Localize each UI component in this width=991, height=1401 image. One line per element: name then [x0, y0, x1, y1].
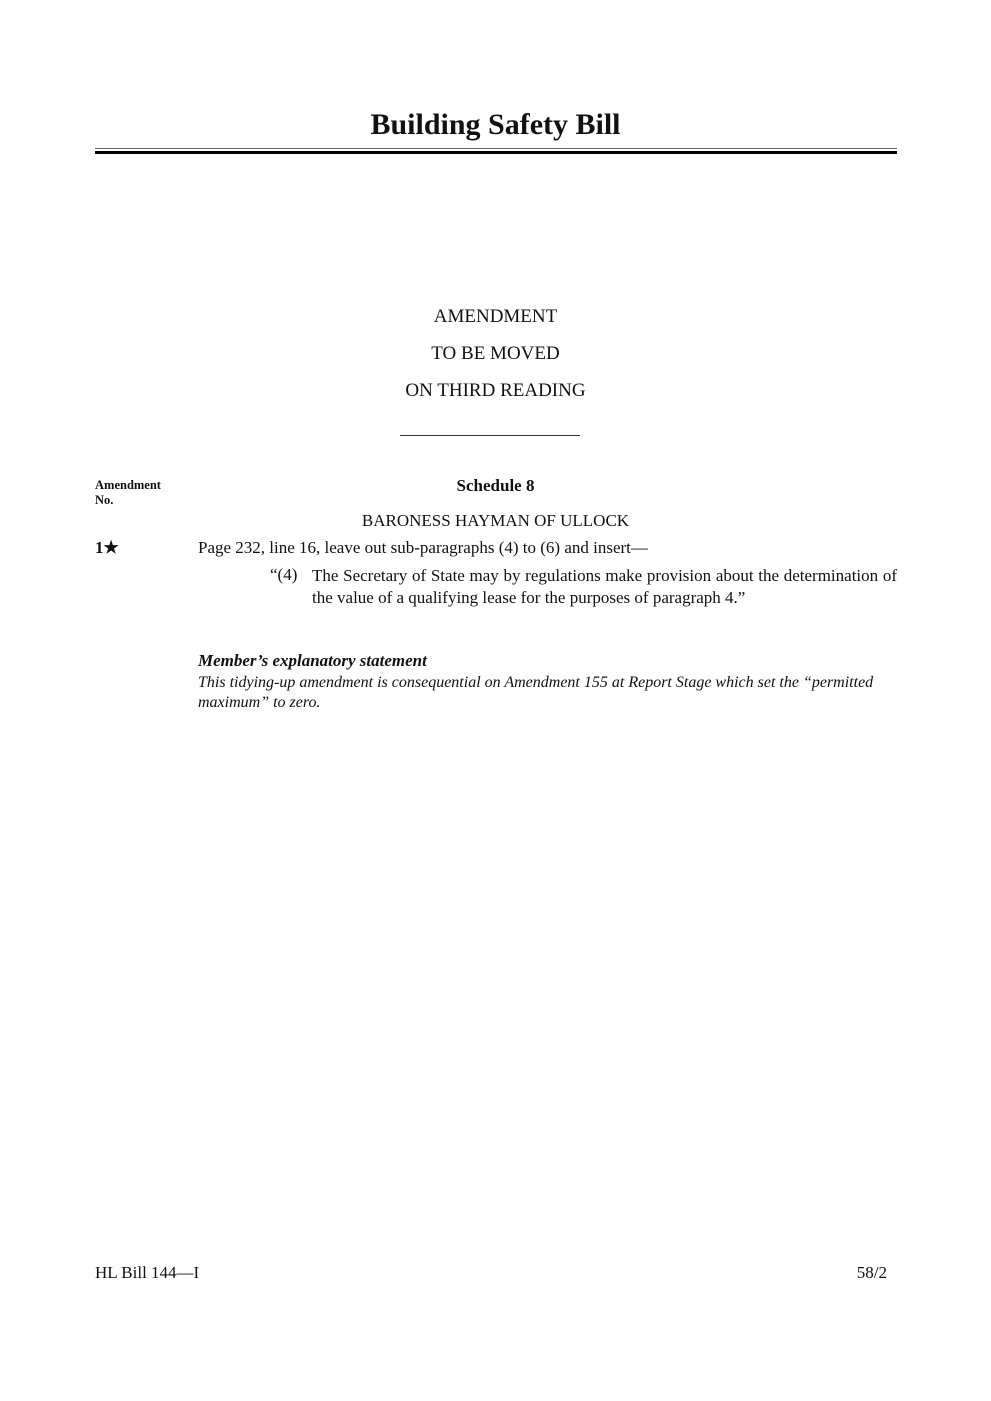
amendment-instruction: Page 232, line 16, leave out sub-paragraphs (4) to (6) and insert— — [198, 538, 648, 557]
section-divider — [400, 435, 580, 436]
inserted-text: The Secretary of State may by regulations make provision about the determination of the value of a qualifying lease for the purposes of paragraph 4.” — [312, 566, 897, 607]
inserted-subparagraph-number: “(4) — [270, 565, 298, 584]
amendment-number: 1★ — [95, 538, 119, 557]
label-line-2: No. — [95, 493, 114, 507]
title-rule-thick — [95, 151, 897, 154]
member-name: BARONESS HAYMAN OF ULLOCK — [361, 511, 630, 530]
statement-heading: Member’s explanatory statement — [198, 651, 427, 670]
document-title: Building Safety Bill — [370, 108, 621, 141]
heading-reading: ON THIRD READING — [405, 380, 586, 401]
title-rule-thin — [95, 148, 897, 149]
schedule-heading: Schedule 8 — [456, 476, 535, 495]
statement-text: This tidying-up amendment is consequential on Amendment 155 at Report Stage which set the “permitted maximum” to zero. — [198, 674, 874, 711]
label-line-1: Amendment — [95, 478, 161, 492]
heading-to-be-moved: TO BE MOVED — [431, 343, 560, 364]
footer-reference: 58/2 — [856, 1263, 887, 1282]
footer-bill-number: HL Bill 144—I — [95, 1263, 200, 1282]
heading-amendment: AMENDMENT — [433, 306, 558, 327]
